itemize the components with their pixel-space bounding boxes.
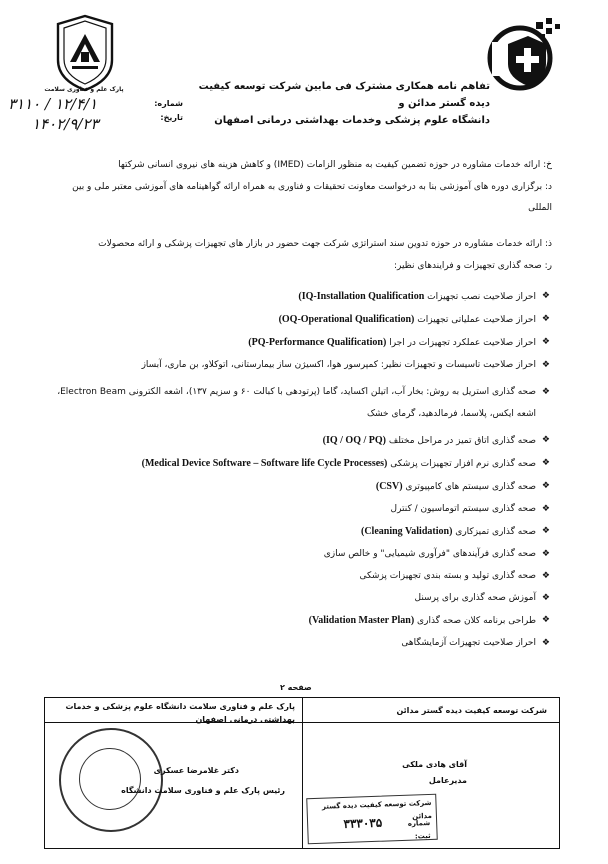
list-item: ❖ صحه گذاری فرآیندهای "فرآوری شیمیایی" و خالص سازی: [323, 549, 550, 559]
company-logo-icon: [478, 14, 568, 94]
signature-table: [44, 697, 560, 849]
number-date-block: [8, 97, 183, 139]
date-label: تاریخ:: [160, 113, 183, 122]
park-logo-icon: [50, 14, 120, 94]
list-item: ❖ احراز صلاحیت تاسیسات و تجهیزات نظیر: کمپرسور هوا، اکسیژن ساز بیمارستانی، اتوکلاو، بن ماری، آبساز: [141, 360, 550, 370]
star-bullet-icon: ❖: [541, 526, 550, 536]
table-divider: [302, 698, 303, 848]
list-item: ❖ صحه گذاری تولید و بسته بندی تجهیزات پزشکی: [359, 571, 550, 581]
list-item: ❖ صحه گذاری تمیزکاری (Cleaning Validation): [360, 526, 550, 537]
list-item: ❖ احراز صلاحیت نصب تجهیزات (IQ-Installation Qualification: [298, 291, 550, 302]
star-bullet-icon: ❖: [541, 458, 550, 468]
list-item: ❖ آموزش صحه گذاری برای پرسنل: [414, 593, 550, 603]
stamp-company-name: شرکت توسعه کیفیت دیده گستر مدائن: [321, 798, 433, 821]
paragraph-kh: خ: ارائه خدمات مشاوره در حوزه تضمین کیفیت به منظور الزامات (IMED) و کاهش هزینه های نیروی انسانی شرکتها: [118, 160, 552, 170]
validation-list: [50, 290, 550, 659]
agreement-title: [190, 78, 490, 129]
star-bullet-icon: ❖: [541, 593, 550, 603]
star-bullet-icon: ❖: [541, 571, 550, 581]
list-item: ❖ صحه گذاری استریل به روش: بخار آب، اتیلن اکساید، گاما (پرتودهی با کبالت ۶۰ و سزیم ۱۳۷)، اشعه الکترونی Electron Beam، اشعه ایکس، پلاسما، فرمالدهید، گرمای خشک: [50, 381, 550, 425]
list-item: ❖ احراز صلاحیت تجهیزات آزمایشگاهی: [401, 638, 550, 648]
title-line-2: دانشگاه علوم پزشکی وخدمات بهداشتی درمانی اصفهان: [214, 115, 490, 126]
star-bullet-icon: ❖: [541, 291, 550, 301]
paragraph-zal: ذ: ارائه خدمات مشاوره در حوزه تدوین سند استراتژی شرکت جهت حضور در بازار های تجهیزات پزشکی و ارائه محصولات: [98, 239, 552, 249]
list-item: ❖ صحه گذاری سیستم اتوماسیون / کنترل: [390, 504, 550, 514]
paragraph-dal: د: برگزاری دوره های آموزشی بنا به درخواست معاونت تحقیقات و فناوری به همراه ارائه گواهینامه های آموزشی معتبر ملی و بین المللی: [72, 182, 552, 213]
star-bullet-icon: ❖: [541, 549, 550, 559]
right-party-heading: شرکت توسعه کیفیت دیده گستر مدائن: [396, 706, 547, 715]
list-item: ❖ صحه گذاری سیستم های کامپیوتری (CSV): [375, 481, 550, 492]
star-bullet-icon: ❖: [541, 314, 550, 324]
star-bullet-icon: ❖: [541, 387, 550, 397]
right-signer-name: آقای هادی ملکی: [402, 760, 467, 769]
paragraph-re: ر: صحه گذاری تجهیزات و فرایندهای نظیر:: [393, 261, 552, 271]
left-signer-name: دکتر غلامرضا عسکری: [153, 766, 239, 775]
stamp-reg-value: ۳۳۳۰۳۵: [343, 815, 383, 831]
date-value: ۱۴۰۲/۹/۲۳: [32, 115, 99, 133]
title-line-1: تفاهم نامه همکاری مشترک فی مابین شرکت توسعه کیفیت دیده گستر مدائن و: [198, 81, 490, 109]
company-stamp: [306, 794, 438, 845]
star-bullet-icon: ❖: [541, 481, 550, 491]
park-name: پارک علم و فناوری سلامت: [44, 86, 124, 93]
list-item: ❖ طراحی برنامه کلان صحه گذاری (Validation Master Plan): [308, 615, 550, 626]
left-party-heading: پارک علم و فناوری سلامت دانشگاه علوم پزشکی و خدمات بهداشتی درمانی اصفهان: [65, 702, 295, 724]
number-label: شماره:: [154, 99, 183, 108]
star-bullet-icon: ❖: [541, 638, 550, 648]
number-value: ۳۱۱۰ / ۱۲/۴/۱: [8, 95, 98, 113]
star-bullet-icon: ❖: [541, 435, 550, 445]
list-item: ❖ صحه گذاری نرم افزار تجهیزات پزشکی (Medical Device Software – Software life Cycle Processes): [141, 458, 550, 469]
star-bullet-icon: ❖: [541, 504, 550, 514]
star-bullet-icon: ❖: [541, 615, 550, 625]
list-item: ❖ احراز صلاحیت عملیاتی تجهیزات (OQ-Operational Qualification): [278, 314, 550, 325]
star-bullet-icon: ❖: [541, 360, 550, 370]
left-signer-role: رئیس پارک علم و فناوری سلامت دانشگاه: [121, 786, 285, 795]
table-rule: [303, 722, 559, 723]
park-stamp-icon: [59, 728, 163, 832]
page-number: صفحه ۲: [280, 683, 312, 692]
list-item: ❖ احراز صلاحیت عملکرد تجهیزات در اجرا (PQ-Performance Qualification): [248, 337, 550, 348]
right-signer-role: مدیرعامل: [428, 776, 467, 785]
star-bullet-icon: ❖: [541, 337, 550, 347]
stamp-reg-label: شماره ثبت:: [407, 818, 431, 841]
list-item: ❖ صحه گذاری اتاق تمیز در مراحل مختلف (IQ / OQ / PQ): [322, 435, 550, 446]
